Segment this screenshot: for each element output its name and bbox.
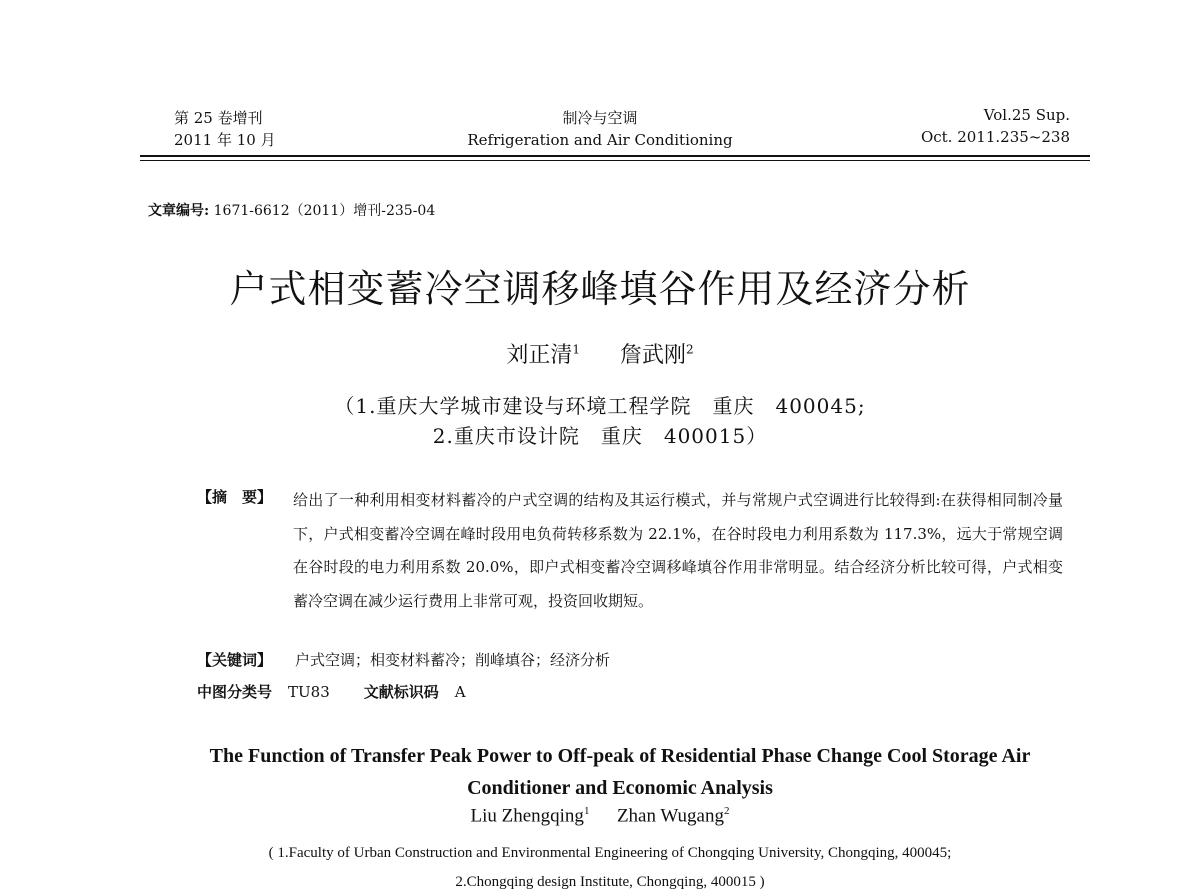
- abstract-label: 【摘 要】: [197, 488, 273, 506]
- paper-title-cn: 户式相变蓄冷空调移峰填谷作用及经济分析: [229, 267, 971, 311]
- issue-date: 2011 年 10 月: [174, 131, 276, 149]
- author-name: 刘正清: [506, 343, 573, 368]
- journal-name: [430, 107, 770, 151]
- author-name-en: Zhan Wugang: [616, 805, 724, 827]
- authors-cn: [300, 338, 900, 369]
- journal-volume-pages: [880, 104, 1070, 148]
- author-sup-en: 1: [583, 805, 590, 817]
- clc-value: TU83: [288, 683, 330, 701]
- keywords-label: 【关键词】: [197, 651, 273, 669]
- journal-name-en: Refrigeration and Air Conditioning: [467, 131, 733, 149]
- header-rule-thick: [140, 155, 1090, 157]
- article-number-value: 1671-6612（2011）增刊-235-04: [213, 203, 436, 219]
- author-sup: 1: [572, 342, 580, 357]
- keywords-text: 户式空调；相变材料蓄冷；削峰填谷；经济分析: [295, 651, 611, 669]
- abstract-text: 给出了一种利用相变材料蓄冷的户式空调的结构及其运行模式，并与常规户式空调进行比较得到:在获得相同制冷量下，户式相变蓄冷空调在峰时段用电负荷转移系数为 22.1%，在谷时段电力利用系数为 117.3%，远大于常规空调在谷时段的电力利用系数 20.0%，即户式相变蓄冷空调移峰填谷作用非常明显。结合经济分析比较可得，户式相变蓄冷空调在减少运行费用上非常可观，投资回收期短。: [293, 491, 1063, 610]
- journal-issue-info: [174, 107, 276, 151]
- doc-code-label: 文献标识码: [363, 683, 439, 701]
- affiliation-cn-1: （1.重庆大学城市建设与环境工程学院 重庆 400045;: [334, 394, 866, 418]
- author-name: 詹武刚: [620, 343, 687, 368]
- volume-en: Vol.25 Sup.: [983, 106, 1070, 124]
- authors-en: [350, 805, 850, 827]
- author-sup-en: 2: [724, 805, 730, 817]
- author-sup: 2: [686, 342, 694, 357]
- article-number: [148, 200, 435, 220]
- doc-code-value: A: [454, 683, 466, 701]
- classification-row: [197, 681, 466, 702]
- page-range: Oct. 2011.235~238: [920, 128, 1070, 146]
- paper-title-en: The Function of Transfer Peak Power to Off-peak of Residential Phase Change Cool Storage Air Conditioner and Economic Analysis: [209, 745, 1031, 799]
- journal-name-cn: 制冷与空调: [562, 109, 638, 127]
- volume-label: 第 25 卷增刊: [174, 109, 263, 127]
- article-number-label: 文章编号:: [148, 203, 210, 219]
- affiliation-en-2: 2.Chongqing design Institute, Chongqing, 400015 ): [455, 874, 765, 890]
- header-rule-thin: [140, 160, 1090, 161]
- clc-label: 中图分类号: [197, 683, 273, 701]
- affiliation-cn-2: 2.重庆市设计院 重庆 400015）: [432, 424, 768, 448]
- affiliation-en-1: ( 1.Faculty of Urban Construction and Environmental Engineering of Chongqing University, Chongqing, 400045;: [268, 845, 952, 861]
- author-name-en: Liu Zhengqing: [470, 805, 584, 827]
